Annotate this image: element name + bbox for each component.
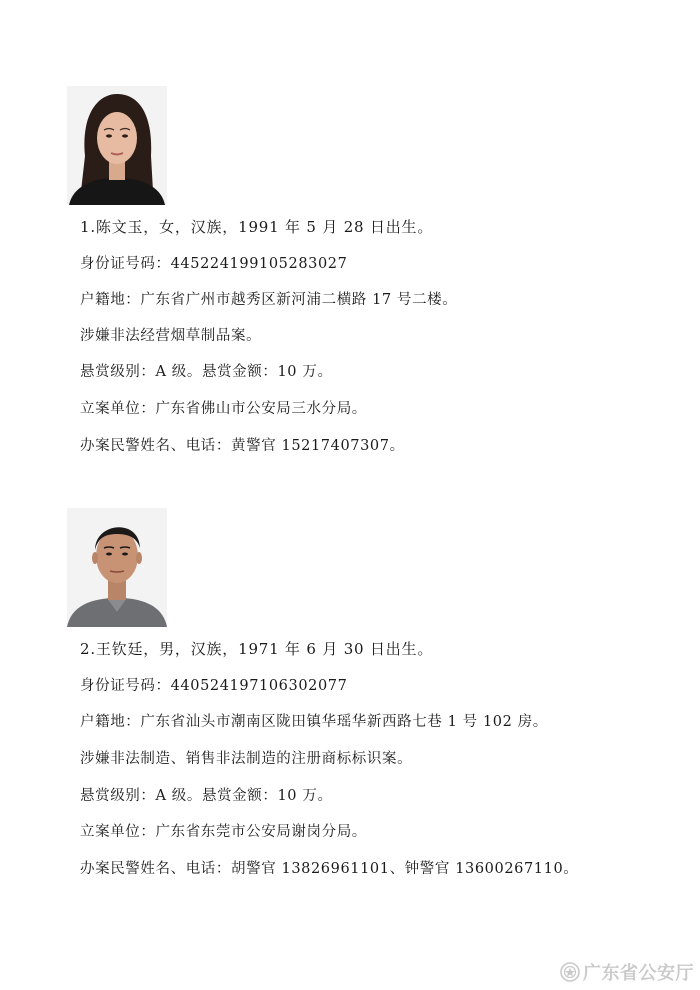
- person-2-residence: 户籍地：广东省汕头市潮南区陇田镇华瑶华新西路七巷 1 号 102 房。: [80, 714, 548, 730]
- person-2-id-number: 身份证号码：440524197106302077: [80, 678, 348, 694]
- person-2-filing-unit: 立案单位：广东省东莞市公安局谢岗分局。: [80, 824, 367, 840]
- person-1-heading: 1.陈文玉，女，汉族，1991 年 5 月 28 日出生。: [80, 218, 434, 236]
- person-1-residence: 户籍地：广东省广州市越秀区新河浦二横路 17 号二楼。: [80, 292, 458, 308]
- person-1-reward: 悬赏级别：A 级。悬赏金额：10 万。: [80, 364, 333, 380]
- person-2-heading: 2.王钦廷，男，汉族，1971 年 6 月 30 日出生。: [80, 640, 434, 658]
- person-2-photo: [67, 508, 167, 627]
- person-2-case: 涉嫌非法制造、销售非法制造的注册商标标识案。: [80, 751, 413, 767]
- person-1-id-number: 身份证号码：445224199105283027: [80, 256, 348, 272]
- person-1-officer-contact: 办案民警姓名、电话：黄警官 15217407307。: [80, 438, 405, 454]
- person-2-reward: 悬赏级别：A 级。悬赏金额：10 万。: [80, 788, 333, 804]
- person-2-officer-contact: 办案民警姓名、电话：胡警官 13826961101、钟警官 13600267110。: [80, 861, 579, 877]
- police-emblem-icon: [560, 962, 580, 982]
- person-1-photo: [67, 86, 167, 205]
- person-1-filing-unit: 立案单位：广东省佛山市公安局三水分局。: [80, 401, 367, 417]
- person-1-case: 涉嫌非法经营烟草制品案。: [80, 328, 262, 344]
- watermark: [560, 960, 694, 984]
- watermark-text: 广东省公安厅: [583, 963, 694, 984]
